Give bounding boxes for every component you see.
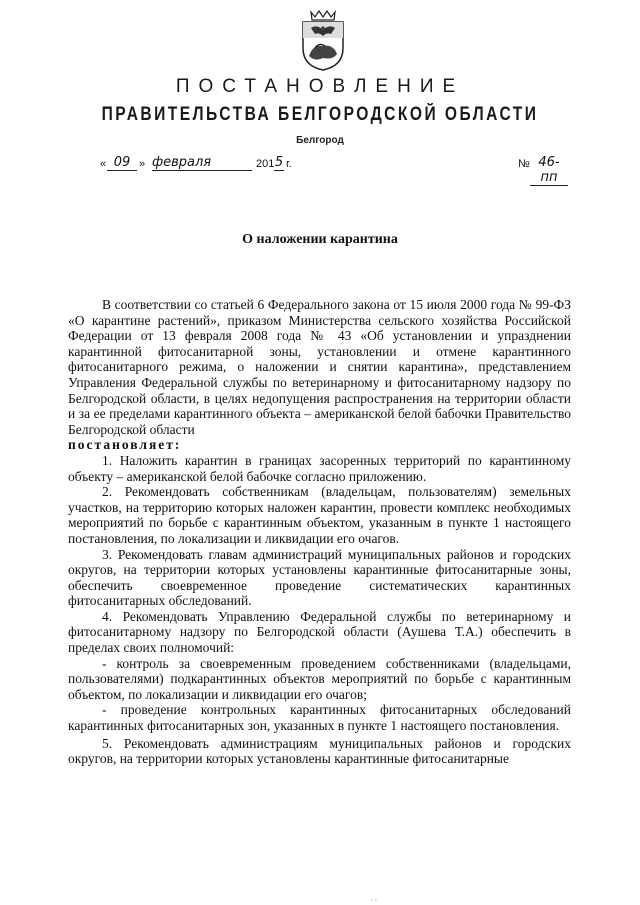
decree-number-label: №: [518, 158, 530, 170]
paragraph-4a: - контроль за своевременным проведением собственниками (владельцами, пользователями) подкарантинных объектов мероприятий по борьбе с карантинным объектом, по локализации и ликвидации его очагов;: [68, 655, 571, 702]
coat-of-arms-icon: [297, 8, 349, 72]
decree-word-text: постановляет:: [68, 437, 182, 453]
document-body: [68, 297, 571, 767]
paragraph-5: 5. Рекомендовать администрациям муниципальных районов и городских округов, на территории которых установлены карантинные фитосанитарные: [68, 735, 571, 767]
document-type-heading: ПОСТАНОВЛЕНИЕ: [175, 76, 465, 97]
paragraph-4: 4. Рекомендовать Управлению Федеральной службы по ветеринарному и фитосанитарному надзору по Белгородской области (Аушева Т.А.) обеспечить в пределах своих полномочий:: [68, 608, 571, 656]
intro-paragraph: В соответствии со статьей 6 Федерального закона от 15 июля 2000 года № 99-ФЗ «О карантине растений», приказом Министерства сельского хозяйства Российской Федерации от 13 февраля 2008 года № 43 «Об установлении и упразднении карантинной фитосанитарной зоны, установлении и отмене карантинного фитосанитарного режима, о наложении и снятии карантина», представлением Управления Федеральной службы по ветеринарному и фитосанитарному надзору по Белгородской области, в целях недопущения распространения на территории области и за ее пределами карантинного объекта – американской белой бабочки Правительство Белгородской области: [68, 297, 571, 437]
city-name: Белгород: [296, 135, 344, 146]
date-month: февраля: [152, 155, 252, 171]
footer-marks: · ·: [370, 896, 378, 905]
paragraph-3: 3. Рекомендовать главам администраций муниципальных районов и городских округов, на территории которых установлены карантинные фитосанитарные зоны, обеспечить своевременное проведение систематических карантинных фитосанитарных обследований.: [68, 546, 571, 609]
date-year-digit: 5: [274, 155, 284, 170]
date-quote-open: «: [100, 158, 107, 170]
date-year-prefix: 201: [256, 158, 275, 170]
issuing-authority-heading: ПРАВИТЕЛЬСТВА БЕЛГОРОДСКОЙ ОБЛАСТИ: [101, 104, 539, 125]
date-year-suffix: г.: [286, 158, 292, 170]
dateline: [100, 155, 570, 185]
decree-number: 46-пп: [530, 155, 568, 186]
document-title: О наложении карантина: [242, 232, 398, 247]
date-quote-close: »: [139, 158, 146, 170]
paragraph-2: 2. Рекомендовать собственникам (владельцам, пользователям) земельных участков, на территорию которых наложен карантин, провести комплекс необходимых мероприятий по борьбе с карантинным объектом, указанным в пункте 1 настоящего постановления, по локализации и ликвидации его очагов.: [68, 484, 571, 546]
date-day: 09: [107, 155, 137, 171]
paragraph-4b: - проведение контрольных карантинных фитосанитарных обследований карантинных фитосанитарных зон, указанных в пункте 1 настоящего постановления.: [68, 702, 571, 734]
decree-word: [68, 437, 571, 453]
paragraph-1: 1. Наложить карантин в границах засоренных территорий по карантинному объекту – американской белой бабочке согласно приложению.: [68, 452, 571, 484]
